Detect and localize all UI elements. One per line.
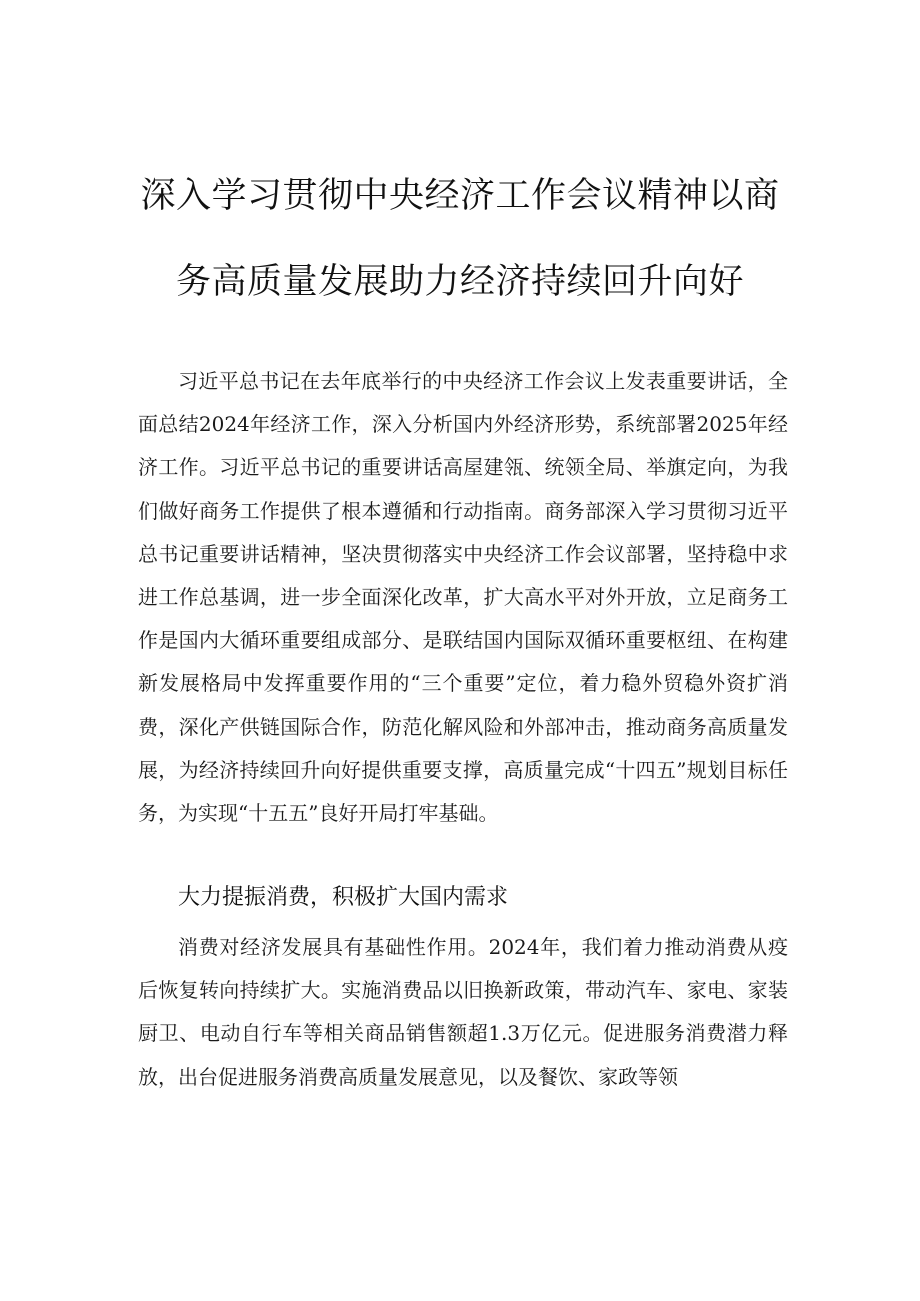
body-paragraph-2: 消费对经济发展具有基础性作用。2024年，我们着力推动消费从疫后恢复转向持续扩大。实施消费品以旧换新政策，带动汽车、家电、家装厨卫、电动自行车等相关商品销售额超1.3万亿元。促进服务消费潜力释放，出台促进服务消费高质量发展意见，以及餐饮、家政等领 bbox=[138, 935, 788, 1089]
body-paragraph-1: 习近平总书记在去年底举行的中央经济工作会议上发表重要讲话，全面总结2024年经济工作，深入分析国内外经济形势，系统部署2025年经济工作。习近平总书记的重要讲话高屋建瓴、统领全局、举旗定向，为我们做好商务工作提供了根本遵循和行动指南。商务部深入学习贯彻习近平总书记重要讲话精神，坚决贯彻落实中央经济工作会议部署，坚持稳中求进工作总基调，进一步全面深化改革，扩大高水平对外开放，立足商务工作是国内大循环重要组成部分、是联结国内国际双循环重要枢纽、在构建新发展格局中发挥重要作用的“三个重要”定位，着力稳外贸稳外资扩消费，深化产供链国际合作，防范化解风险和外部冲击，推动商务高质量发展，为经济持续回升向好提供重要支撑，高质量完成“十四五”规划目标任务，为实现“十五五”良好开局打牢基础。 bbox=[138, 369, 788, 826]
section-heading: 大力提振消费，积极扩大国内需求 bbox=[178, 885, 509, 910]
document-title-line-1: 深入学习贯彻中央经济工作会议精神以商 bbox=[140, 176, 780, 216]
document-title-line-2: 务高质量发展助力经济持续回升向好 bbox=[175, 262, 744, 302]
